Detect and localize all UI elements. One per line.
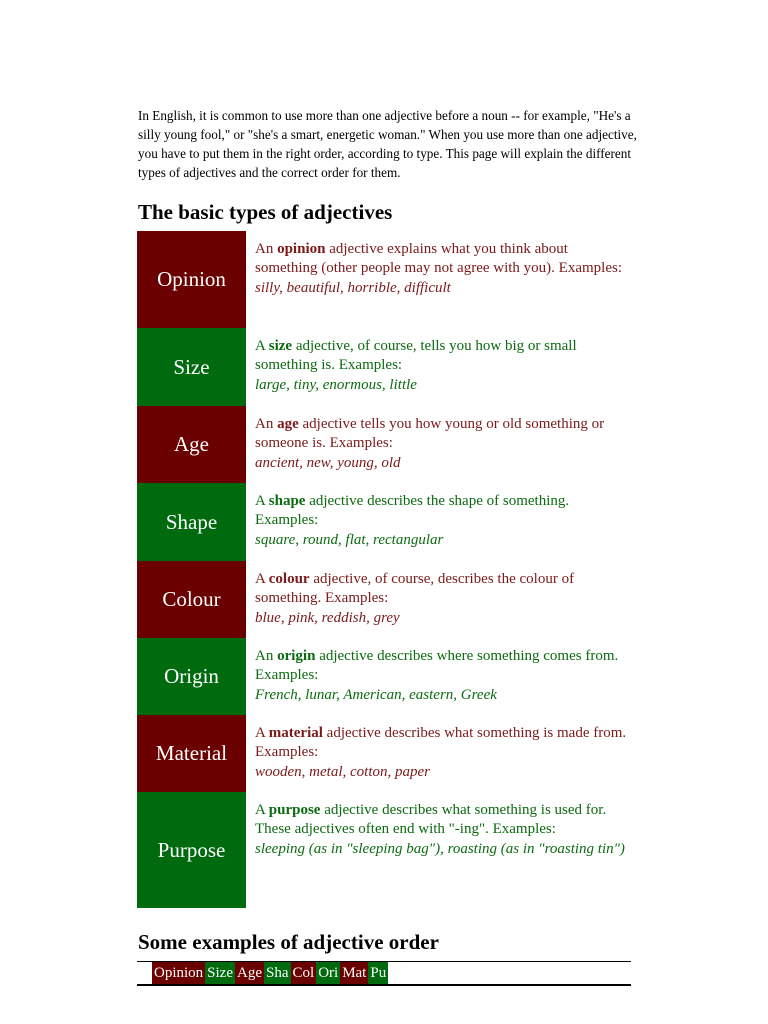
order-cell-size: Size xyxy=(205,962,235,984)
type-row-shape xyxy=(137,483,627,561)
order-cell-colour: Col xyxy=(291,962,317,984)
type-description: A purpose adjective describes what something is used for. These adjectives often end with "-ing". Examples: sleeping (as in "sleeping bag"), roasting (as in "roasting tin") xyxy=(255,802,625,857)
type-examples: silly, beautiful, horrible, difficult xyxy=(255,279,451,296)
type-examples: French, lunar, American, eastern, Greek xyxy=(255,686,497,703)
type-examples: sleeping (as in "sleeping bag"), roasting (as in "roasting tin") xyxy=(255,840,625,857)
type-description: An opinion adjective explains what you think about something (other people may not agree with you). Examples: silly, beautiful, horrible, difficult xyxy=(255,241,622,296)
type-row-material xyxy=(137,715,627,792)
type-name: Opinion xyxy=(137,231,246,328)
type-row-opinion xyxy=(137,231,627,328)
order-cell-material: Mat xyxy=(340,962,368,984)
type-name: Origin xyxy=(137,638,246,715)
adjective-types-table xyxy=(137,231,627,908)
type-name: Size xyxy=(137,328,246,406)
order-cell-opinion: Opinion xyxy=(152,962,205,984)
type-row-age xyxy=(137,406,627,483)
order-cell-shape: Sha xyxy=(264,962,291,984)
type-name: Purpose xyxy=(137,792,246,908)
type-description: An age adjective tells you how young or old something or someone is. Examples: ancient, new, young, old xyxy=(255,416,605,471)
type-name: Material xyxy=(137,715,246,792)
types-heading: The basic types of adjectives xyxy=(138,200,393,224)
type-description: A size adjective, of course, tells you how big or small something is. Examples: large, tiny, enormous, little xyxy=(255,338,577,393)
type-examples: blue, pink, reddish, grey xyxy=(255,609,400,626)
type-name: Colour xyxy=(137,561,246,638)
type-row-size xyxy=(137,328,627,406)
type-examples: square, round, flat, rectangular xyxy=(255,531,444,548)
type-description: A material adjective describes what something is made from. Examples: wooden, metal, cotton, paper xyxy=(255,725,627,780)
type-description: An origin adjective describes where something comes from. Examples: French, lunar, American, eastern, Greek xyxy=(255,648,619,703)
examples-heading: Some examples of adjective order xyxy=(138,930,439,954)
type-name: Age xyxy=(137,406,246,483)
type-row-purpose xyxy=(137,792,627,908)
type-examples: ancient, new, young, old xyxy=(255,454,401,471)
type-row-colour xyxy=(137,561,627,638)
type-examples: large, tiny, enormous, little xyxy=(255,376,417,393)
order-cell-purpose: Pu xyxy=(368,962,388,984)
type-name: Shape xyxy=(137,483,246,561)
type-description: A colour adjective, of course, describes the colour of something. Examples: blue, pink, reddish, grey xyxy=(255,571,575,626)
type-row-origin xyxy=(137,638,627,715)
type-examples: wooden, metal, cotton, paper xyxy=(255,763,430,780)
order-cell-age: Age xyxy=(235,962,264,984)
order-cell-origin: Ori xyxy=(316,962,340,984)
type-description: A shape adjective describes the shape of something. Examples: square, round, flat, rectangular xyxy=(255,493,570,548)
intro-paragraph: In English, it is common to use more than one adjective before a noun -- for example, "He's a silly young fool," or "she's a smart, energetic woman." When you use more than one adjective, you have to put them in the right order, according to type. This page will explain the different types of adjectives and the correct order for them. xyxy=(138,108,637,181)
adjective-order-bar xyxy=(137,961,631,986)
